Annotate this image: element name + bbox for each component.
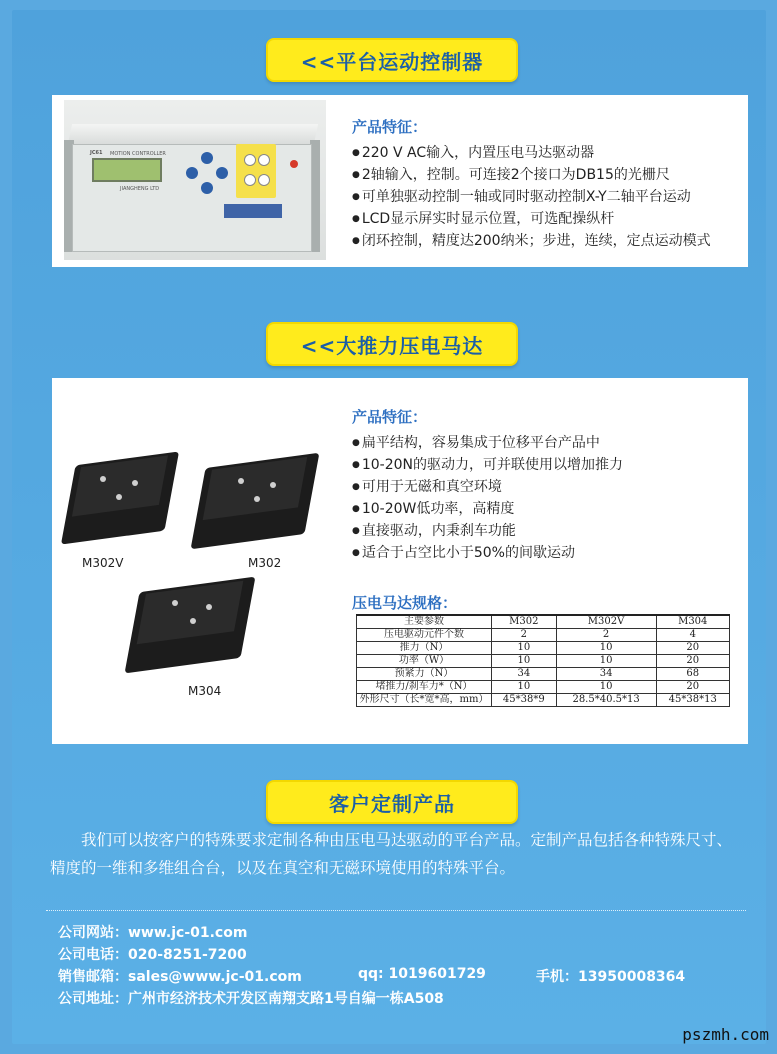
function-key-panel [236,144,276,198]
device-top [68,124,318,144]
spec-table [356,614,730,707]
table-cell: 10 [492,681,557,694]
table-cell: 10 [492,642,557,655]
table-cell: 28.5*40.5*13 [556,694,656,707]
list-item: ● LCD显示屏实时显示位置，可选配操纵杆 [352,208,711,230]
table-cell: 10 [556,642,656,655]
table-row [357,668,730,681]
table-cell: 45*38*13 [656,694,730,707]
motor-label-m304: M304 [188,684,222,698]
controller-feature-list [352,142,711,252]
controller-photo [64,100,326,260]
table-cell: 20 [656,681,730,694]
table-row [357,655,730,668]
list-item: ● 10-20W低功率，高精度 [352,498,623,520]
table-header-cell: M302V [556,615,656,629]
motor-banner [266,322,518,366]
contact-email[interactable]: 销售邮箱：sales@www.jc-01.com [58,969,302,985]
custom-banner [266,780,518,824]
device-name-label: MOTION CONTROLLER [110,151,166,157]
table-cell: 20 [656,655,730,668]
motor-label-m302: M302 [248,556,282,570]
table-row [357,694,730,707]
motor-m302-image [200,460,310,542]
table-cell: 34 [492,668,557,681]
list-item: ● 可单独驱动控制一轴或同时驱动控制X-Y二轴平台运动 [352,186,711,208]
controller-feature-title: 产品特征： [352,118,428,136]
contact-qq: qq: 1019601729 [358,966,486,982]
table-cell: 10 [556,681,656,694]
list-item: ● 闭环控制，精度达200纳米；步进，连续，定点运动模式 [352,230,711,252]
table-cell: 堵推力/刹车力*（N） [357,681,492,694]
table-header-cell: M302 [492,615,557,629]
contact-website[interactable]: 公司网站：www.jc-01.com [58,925,248,941]
table-row [357,642,730,655]
contact-phone: 公司电话：020-8251-7200 [58,947,247,963]
power-indicator [290,160,298,168]
table-cell: 45*38*9 [492,694,557,707]
device-brand-label: JIANGHENG LTD [120,186,160,192]
table-header-cell: 主要参数 [357,615,492,629]
motor-banner-title: <<大推力压电马达 [300,333,484,358]
list-item: ● 适合于占空比小于50%的间歇运动 [352,542,623,564]
controller-banner-title: <<平台运动控制器 [300,49,484,74]
table-cell: 20 [656,642,730,655]
contact-address: 公司地址：广州市经济技术开发区南翔支路1号自编一栋A508 [58,991,444,1007]
table-cell: 推力（N） [357,642,492,655]
table-cell: 预紧力（N） [357,668,492,681]
list-item: ● 直接驱动，内秉刹车功能 [352,520,623,542]
motor-m302v-image [70,458,170,538]
controller-banner [266,38,518,82]
motor-feature-list [352,432,623,564]
motor-feature-title: 产品特征： [352,408,428,426]
table-header-cell: M304 [656,615,730,629]
custom-description: 我们可以按客户的特殊要求定制各种由压电马达驱动的平台产品。定制产品包括各种特殊尺寸、精度的一维和多维组合台，以及在真空和无磁环境使用的特殊平台。 [50,831,733,877]
list-item: ● 可用于无磁和真空环境 [352,476,623,498]
table-cell: 外形尺寸（长*宽*高，mm） [357,694,492,707]
direction-pad [186,152,228,194]
list-item: ● 10-20N的驱动力，可并联使用以增加推力 [352,454,623,476]
custom-banner-title: 客户定制产品 [329,791,455,816]
table-cell: 10 [556,655,656,668]
list-item: ● 220 V AC输入，内置压电马达驱动器 [352,142,711,164]
table-cell: 功率（W） [357,655,492,668]
motor-m304-image [134,584,246,666]
table-cell: 2 [556,629,656,642]
table-cell: 4 [656,629,730,642]
table-cell: 2 [492,629,557,642]
key-strip [224,204,282,218]
divider [46,910,746,911]
device-model-label: JC61 [90,150,103,156]
table-cell: 68 [656,668,730,681]
spec-title: 压电马达规格： [352,594,458,612]
table-row [357,681,730,694]
list-item: ● 扁平结构，容易集成于位移平台产品中 [352,432,623,454]
watermark: pszmh.com [682,1025,769,1044]
motor-label-m302v: M302V [82,556,124,570]
list-item: ● 2轴输入，控制。可连接2个接口为DB15的光栅尺 [352,164,711,186]
contact-mobile: 手机：13950008364 [536,969,686,985]
table-cell: 34 [556,668,656,681]
lcd-display [92,158,162,182]
table-cell: 压电驱动元件个数 [357,629,492,642]
table-row [357,629,730,642]
table-header-row [357,615,730,629]
table-cell: 10 [492,655,557,668]
